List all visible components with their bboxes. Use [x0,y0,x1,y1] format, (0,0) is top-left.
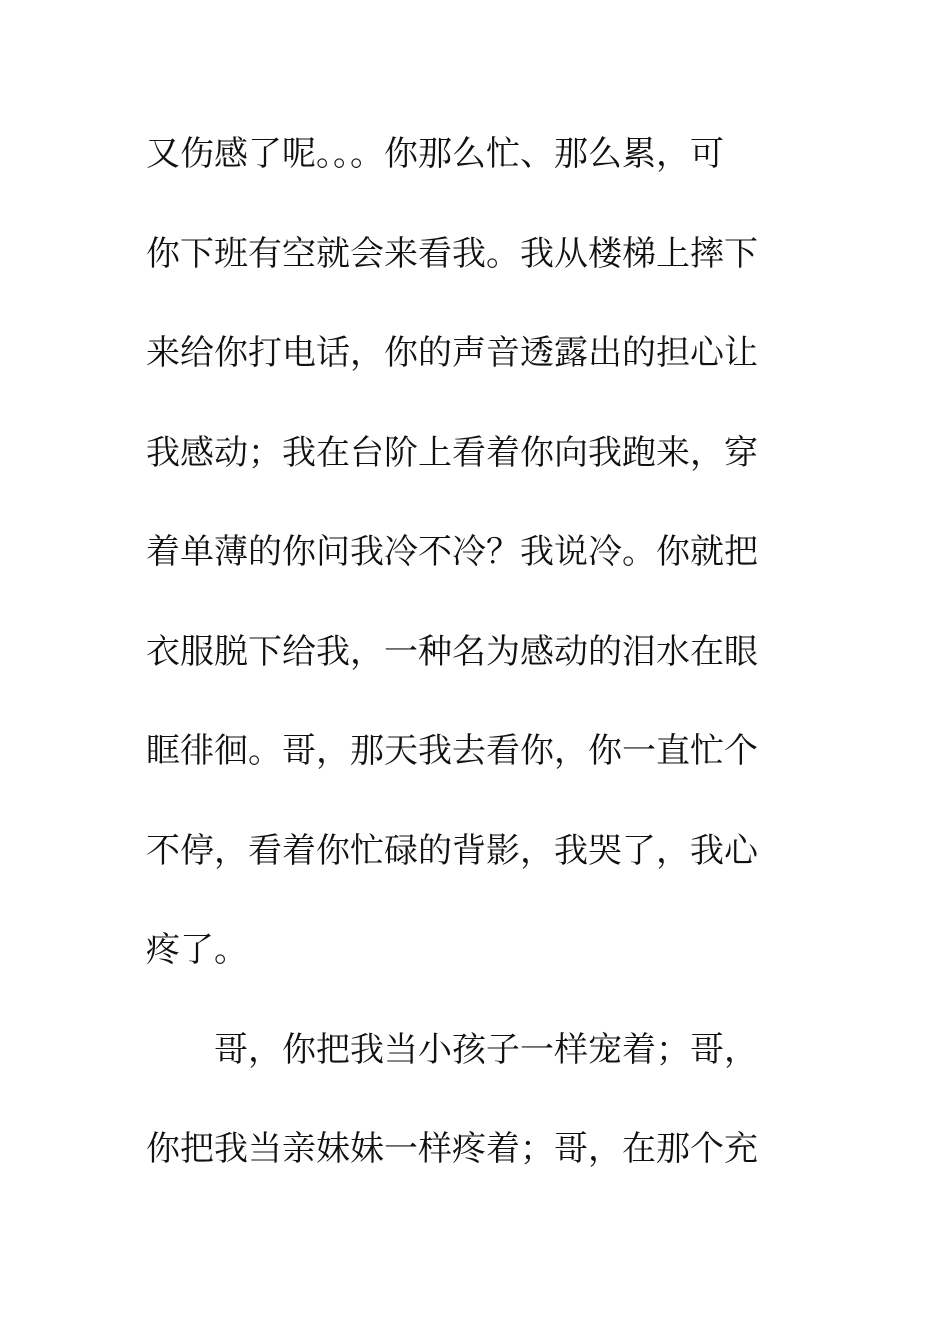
text-line: 疼了。 [146,930,248,970]
paragraph-start-line: 哥，你把我当小孩子一样宠着；哥， [214,1029,758,1070]
body-text [146,124,786,1219]
text-line: 衣服脱下给我，一种名为感动的泪水在眼 [146,631,758,672]
text-line: 我感动；我在台阶上看着你向我跑来，穿 [146,432,758,473]
text-line: 你把我当亲妹妹一样疼着；哥，在那个充 [146,1129,758,1169]
text-line: 你下班有空就会来看我。我从楼梯上摔下 [146,233,758,274]
text-line: 着单薄的你问我冷不冷？我说冷。你就把 [146,532,758,572]
text-line: 又伤感了呢。。。你那么忙、那么累，可 [146,134,724,174]
text-line: 不停，看着你忙碌的背影，我哭了，我心 [146,830,758,871]
text-line: 来给你打电话，你的声音透露出的担心让 [146,333,758,373]
text-line: 眶徘徊。哥，那天我去看你，你一直忙个 [146,731,758,771]
